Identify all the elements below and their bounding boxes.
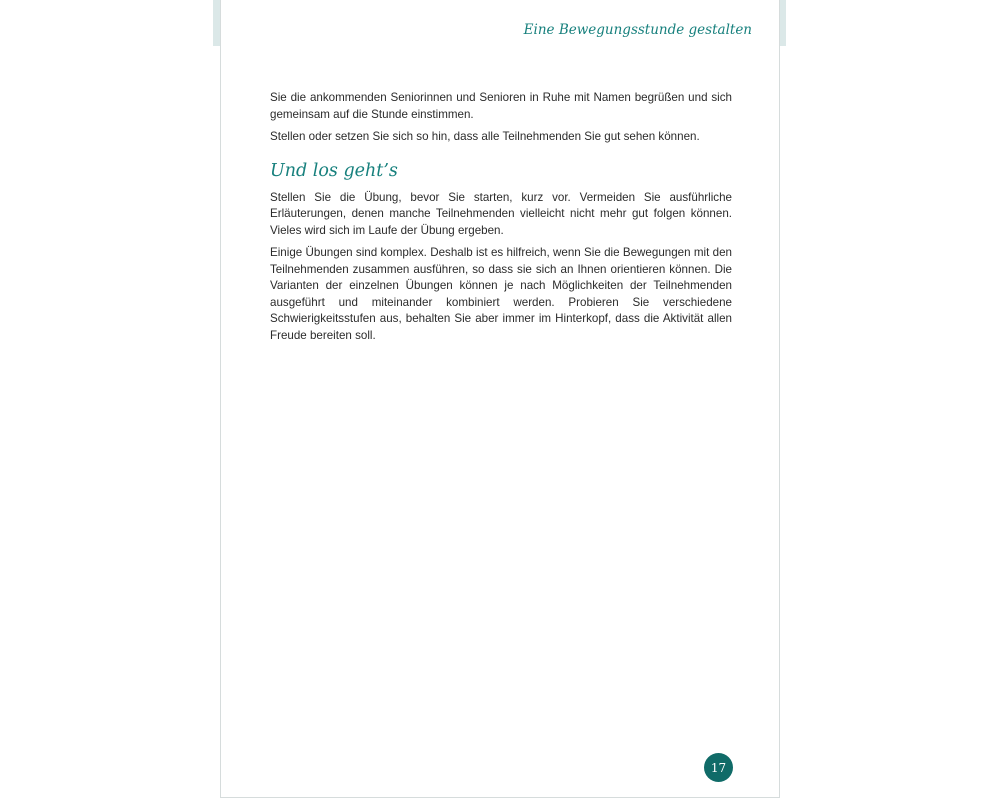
section-heading: Und los geht’s (270, 160, 398, 181)
page-number-badge: 17 (704, 753, 733, 782)
page-content (270, 90, 732, 350)
intro-paragraph-1: Sie die ankommenden Seniorinnen und Senioren in Ruhe mit Namen begrüßen und sich gemeinsam auf die Stunde einstimmen. (270, 91, 732, 121)
section-paragraph-2: Einige Übungen sind komplex. Deshalb ist es hilfreich, wenn Sie die Bewegungen mit den Teilnehmenden zusammen ausführen, so dass sie sich an Ihnen orientieren können. Die Varianten der einzelnen Übungen können je nach Möglichkeiten der Teilnehmenden ausgeführt und miteinander kombiniert werden. Probieren Sie verschiedene Schwierigkeitsstufen aus, behalten Sie aber immer im Hinterkopf, dass die Aktivität allen Freude bereiten soll. (270, 246, 732, 342)
intro-paragraph-2: Stellen oder setzen Sie sich so hin, dass alle Teilnehmenden Sie gut sehen können. (270, 130, 700, 143)
section-paragraph-1: Stellen Sie die Übung, bevor Sie starten, kurz vor. Vermeiden Sie ausführliche Erläuterungen, denen manche Teilnehmenden vielleicht nicht mehr gut folgen können. Vieles wird sich im Laufe der Übung ergeben. (270, 190, 732, 237)
running-header-title: Eine Bewegungsstunde gestalten (523, 22, 752, 38)
document-page (220, 0, 780, 798)
